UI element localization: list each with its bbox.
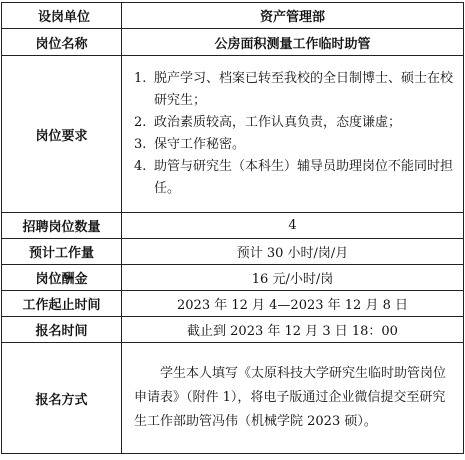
requirement-item: 1. 脱产学习、档案已转至我校的全日制博士、硕士在校研究生； [134, 71, 454, 108]
headcount-value: 4 [122, 213, 464, 239]
row-period [2, 291, 464, 317]
requirements-label: 岗位要求 [2, 56, 122, 213]
row-position [2, 29, 464, 56]
row-pay [2, 265, 464, 291]
apply-label: 报名方式 [2, 343, 122, 454]
workload-value: 预计 30 小时/岗/月 [122, 239, 464, 265]
period-value: 2023 年 12 月 4—2023 年 12 月 8 日 [122, 291, 464, 317]
headcount-label: 招聘岗位数量 [2, 213, 122, 239]
unit-label: 设岗单位 [2, 3, 122, 29]
period-label: 工作起止时间 [2, 291, 122, 317]
requirements-cell [122, 56, 464, 213]
row-workload [2, 239, 464, 265]
unit-value: 资产管理部 [122, 3, 464, 29]
row-headcount [2, 213, 464, 239]
pay-value: 16 元/小时/岗 [122, 265, 464, 291]
job-posting-sheet [1, 2, 463, 457]
workload-label: 预计工作量 [2, 239, 122, 265]
job-posting-table [1, 2, 464, 454]
requirement-item: 2. 政治素质较高，工作认真负责，态度谦虚； [134, 115, 402, 130]
position-value: 公房面积测量工作临时助管 [122, 29, 464, 56]
row-unit [2, 3, 464, 29]
apply-value: 学生本人填写《太原科技大学研究生临时助管岗位申请表》（附件 1），将电子版通过企业微信提交至研究生工作部助管冯伟（机械学院 2023 硕）。 [134, 366, 447, 429]
pay-label: 岗位酬金 [2, 265, 122, 291]
deadline-value: 截止到 2023 年 12 月 3 日 18：00 [122, 317, 464, 343]
position-label: 岗位名称 [2, 29, 122, 56]
row-deadline [2, 317, 464, 343]
deadline-label: 报名时间 [2, 317, 122, 343]
row-apply [2, 343, 464, 454]
requirement-item: 4. 助管与研究生（本科生）辅导员助理岗位不能同时担任。 [134, 159, 454, 196]
apply-cell [122, 343, 464, 454]
requirement-item: 3. 保守工作秘密。 [134, 137, 246, 152]
requirements-list [134, 68, 453, 200]
row-requirements [2, 56, 464, 213]
